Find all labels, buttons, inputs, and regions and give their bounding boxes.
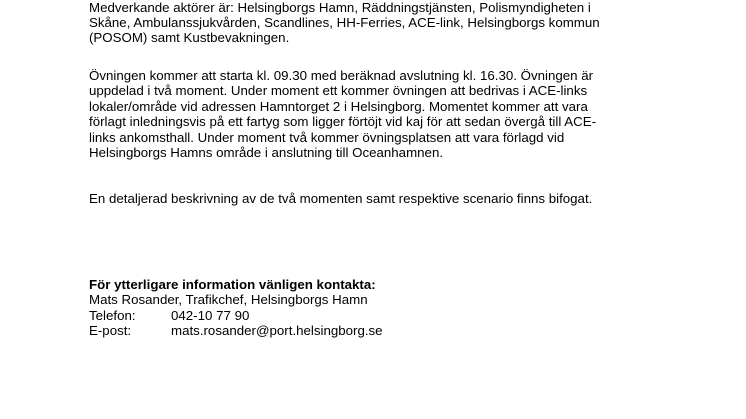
phone-value: 042-10 77 90: [171, 307, 250, 323]
text-line: Medverkande aktörer är: Helsingborgs Hamn, Räddningstjänsten, Polismyndigheten i: [89, 0, 591, 15]
text-line: En detaljerad beskrivning av de två momenten samt respektive scenario finns bifogat.: [89, 191, 593, 206]
paragraph-schedule: [89, 68, 596, 160]
text-line: Skåne, Ambulanssjukvården, Scandlines, HH-Ferries, ACE-link, Helsingborgs kommun: [89, 14, 600, 30]
text-line: uppdelad i två moment. Under moment ett kommer övningen att bedrivas i ACE-links: [89, 83, 588, 99]
text-line: förlagt inledningsvis på ett fartyg som ligger förtöjt vid kaj för att sedan övergå till ACE-: [89, 114, 597, 130]
paragraph-attachment: [89, 191, 592, 206]
contact-name: Mats Rosander, Trafikchef, Helsingborgs Hamn: [89, 292, 368, 308]
text-line: (POSOM) samt Kustbevakningen.: [89, 30, 290, 46]
text-line: links ankomsthall. Under moment två kommer övningsplatsen att vara förlagd vid: [89, 129, 565, 145]
phone-label: Telefon:: [89, 307, 136, 323]
text-line: Helsingborgs Hamns område i anslutning till Oceanhamnen.: [89, 145, 444, 161]
email-label: E-post:: [89, 323, 132, 339]
paragraph-participants: [89, 0, 600, 46]
contact-title: För ytterligare information vänligen kontakta:: [89, 277, 376, 292]
contact-email-row: [89, 323, 383, 338]
email-value: mats.rosander@port.helsingborg.se: [171, 323, 383, 339]
contact-block: [89, 277, 383, 339]
text-line: lokaler/område vid adressen Hamntorget 2 i Helsingborg. Momentet kommer att vara: [89, 98, 588, 114]
contact-phone-row: [89, 308, 383, 323]
text-line: Övningen kommer att starta kl. 09.30 med beräknad avslutning kl. 16.30. Övningen är: [89, 68, 594, 83]
